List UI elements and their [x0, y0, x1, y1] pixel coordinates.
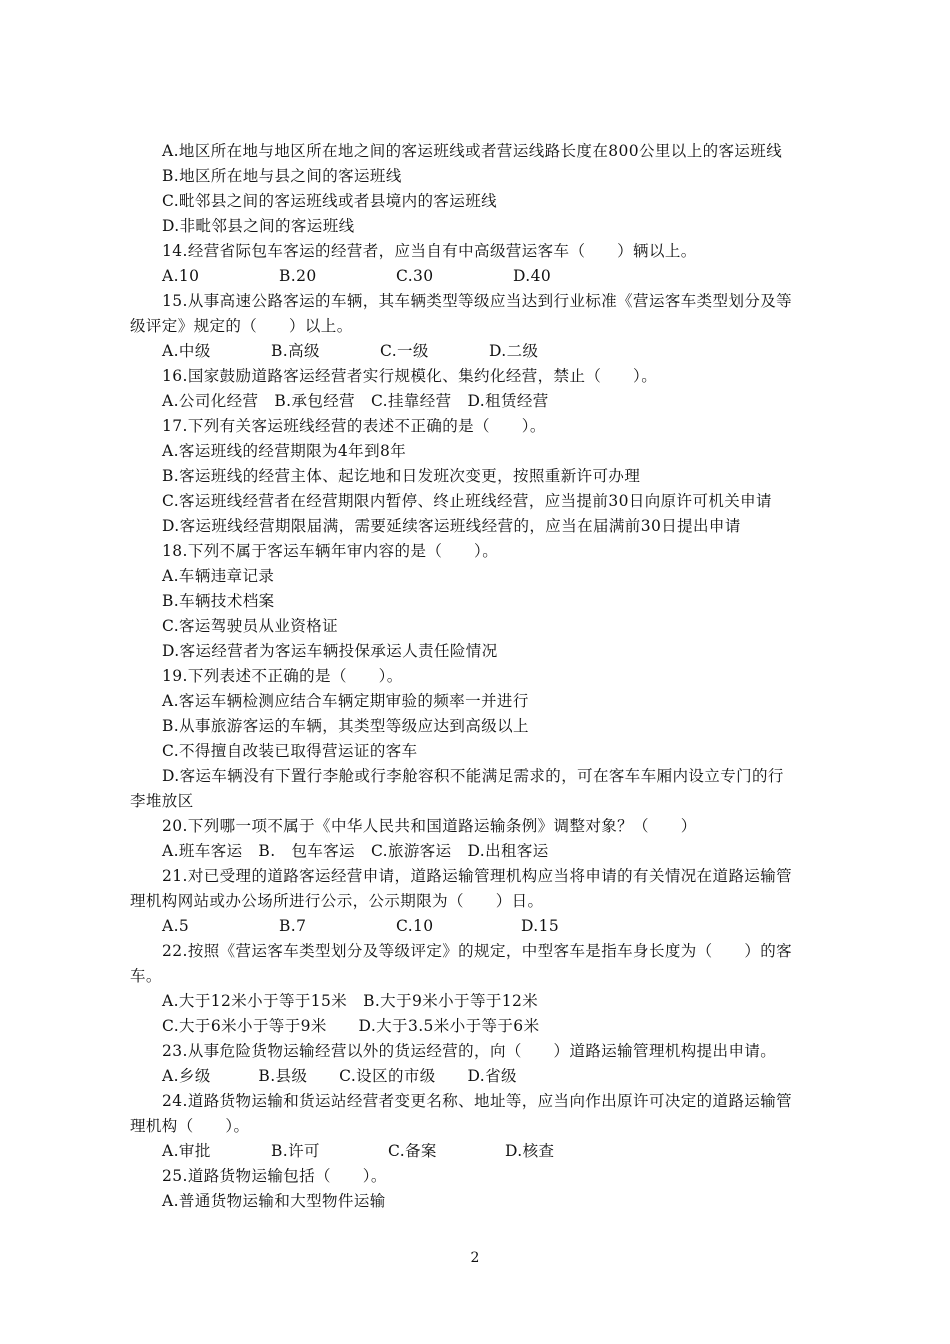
q17-option-d: D.客运班线经营期限届满，需要延续客运班线经营的，应当在届满前30日提出申请 [162, 517, 741, 535]
question-16: 16.国家鼓励道路客运经营者实行规模化、集约化经营，禁止（ ）。 [162, 367, 658, 385]
q14-option-b: B.20 [279, 267, 317, 285]
q15-options [162, 341, 538, 361]
question-15-line-1: 15.从事高速公路客运的车辆，其车辆类型等级应当达到行业标准《营运客车类型划分及等 [162, 292, 793, 310]
q13-option-a: A.地区所在地与地区所在地之间的客运班线或者营运线路长度在800公里以上的客运班线 [162, 142, 783, 160]
q14-options [162, 266, 551, 286]
question-18: 18.下列不属于客运车辆年审内容的是（ ）。 [162, 542, 499, 560]
question-22-line-2: 车。 [130, 967, 162, 985]
question-21-line-2: 理机构网站或办公场所进行公示，公示期限为（ ）日。 [130, 892, 544, 910]
q14-option-d: D.40 [513, 267, 552, 285]
q24-option-c: C.备案 [388, 1142, 437, 1160]
q19-option-b: B.从事旅游客运的车辆，其类型等级应达到高级以上 [162, 717, 529, 735]
q13-option-d: D.非毗邻县之间的客运班线 [162, 217, 355, 235]
question-22-line-1: 22.按照《营运客车类型划分及等级评定》的规定，中型客车是指车身长度为（ ）的客 [162, 942, 793, 960]
q24-option-a: A.审批 [162, 1142, 211, 1160]
question-25: 25.道路货物运输包括（ ）。 [162, 1167, 387, 1185]
q15-option-c: C.一级 [380, 342, 429, 360]
q22-options-ab: A.大于12米小于等于15米 B.大于9米小于等于12米 [162, 992, 539, 1010]
q21-option-c: C.10 [396, 917, 434, 935]
question-17: 17.下列有关客运班线经营的表述不正确的是（ ）。 [162, 417, 546, 435]
question-19: 19.下列表述不正确的是（ ）。 [162, 667, 403, 685]
q20-options: A.班车客运 B. 包车客运 C.旅游客运 D.出租客运 [162, 842, 549, 860]
q19-option-d-line-2: 李堆放区 [130, 792, 194, 810]
q19-option-c: C.不得擅自改装已取得营运证的客车 [162, 742, 418, 760]
question-24-line-2: 理机构（ ）。 [130, 1117, 250, 1135]
q22-options-cd: C.大于6米小于等于9米 D.大于3.5米小于等于6米 [162, 1017, 540, 1035]
q16-options: A.公司化经营 B.承包经营 C.挂靠经营 D.租赁经营 [162, 392, 549, 410]
q24-option-b: B.许可 [271, 1142, 320, 1160]
question-15-line-2: 级评定》规定的（ ）以上。 [130, 317, 353, 335]
q13-option-c: C.毗邻县之间的客运班线或者县境内的客运班线 [162, 192, 498, 210]
q21-option-b: B.7 [279, 917, 307, 935]
question-14: 14.经营省际包车客运的经营者，应当自有中高级营运客车（ ）辆以上。 [162, 242, 697, 260]
q25-option-a: A.普通货物运输和大型物件运输 [162, 1192, 386, 1210]
question-21-line-1: 21.对已受理的道路客运经营申请，道路运输管理机构应当将申请的有关情况在道路运输管 [162, 867, 793, 885]
page-number: 2 [470, 1250, 480, 1266]
q14-option-a: A.10 [162, 267, 200, 285]
q24-options [162, 1141, 554, 1161]
q21-option-d: D.15 [521, 917, 560, 935]
question-24-line-1: 24.道路货物运输和货运站经营者变更名称、地址等，应当向作出原许可决定的道路运输管 [162, 1092, 793, 1110]
q18-option-c: C.客运驾驶员从业资格证 [162, 617, 339, 635]
q13-option-b: B.地区所在地与县之间的客运班线 [162, 167, 402, 185]
q17-option-a: A.客运班线的经营期限为4年到8年 [162, 442, 407, 460]
question-23: 23.从事危险货物运输经营以外的货运经营的，向（ ）道路运输管理机构提出申请。 [162, 1042, 777, 1060]
q15-option-d: D.二级 [489, 342, 539, 360]
q21-option-a: A.5 [162, 917, 190, 935]
q23-options: A.乡级 B.县级 C.设区的市级 D.省级 [162, 1067, 517, 1085]
q17-option-b: B.客运班线的经营主体、起讫地和日发班次变更，按照重新许可办理 [162, 467, 641, 485]
q18-option-d: D.客运经营者为客运车辆投保承运人责任险情况 [162, 642, 498, 660]
q24-option-d: D.核查 [505, 1142, 555, 1160]
q18-option-a: A.车辆违章记录 [162, 567, 275, 585]
q15-option-b: B.高级 [271, 342, 320, 360]
q14-option-c: C.30 [396, 267, 434, 285]
question-20: 20.下列哪一项不属于《中华人民共和国道路运输条例》调整对象？（ ） [162, 817, 697, 835]
q19-option-a: A.客运车辆检测应结合车辆定期审验的频率一并进行 [162, 692, 529, 710]
q15-option-a: A.中级 [162, 342, 211, 360]
q19-option-d-line-1: D.客运车辆没有下置行李舱或行李舱容积不能满足需求的，可在客车车厢内设立专门的行 [162, 767, 784, 785]
q18-option-b: B.车辆技术档案 [162, 592, 275, 610]
q17-option-c: C.客运班线经营者在经营期限内暂停、终止班线经营，应当提前30日向原许可机关申请 [162, 492, 772, 510]
q21-options [162, 916, 559, 936]
